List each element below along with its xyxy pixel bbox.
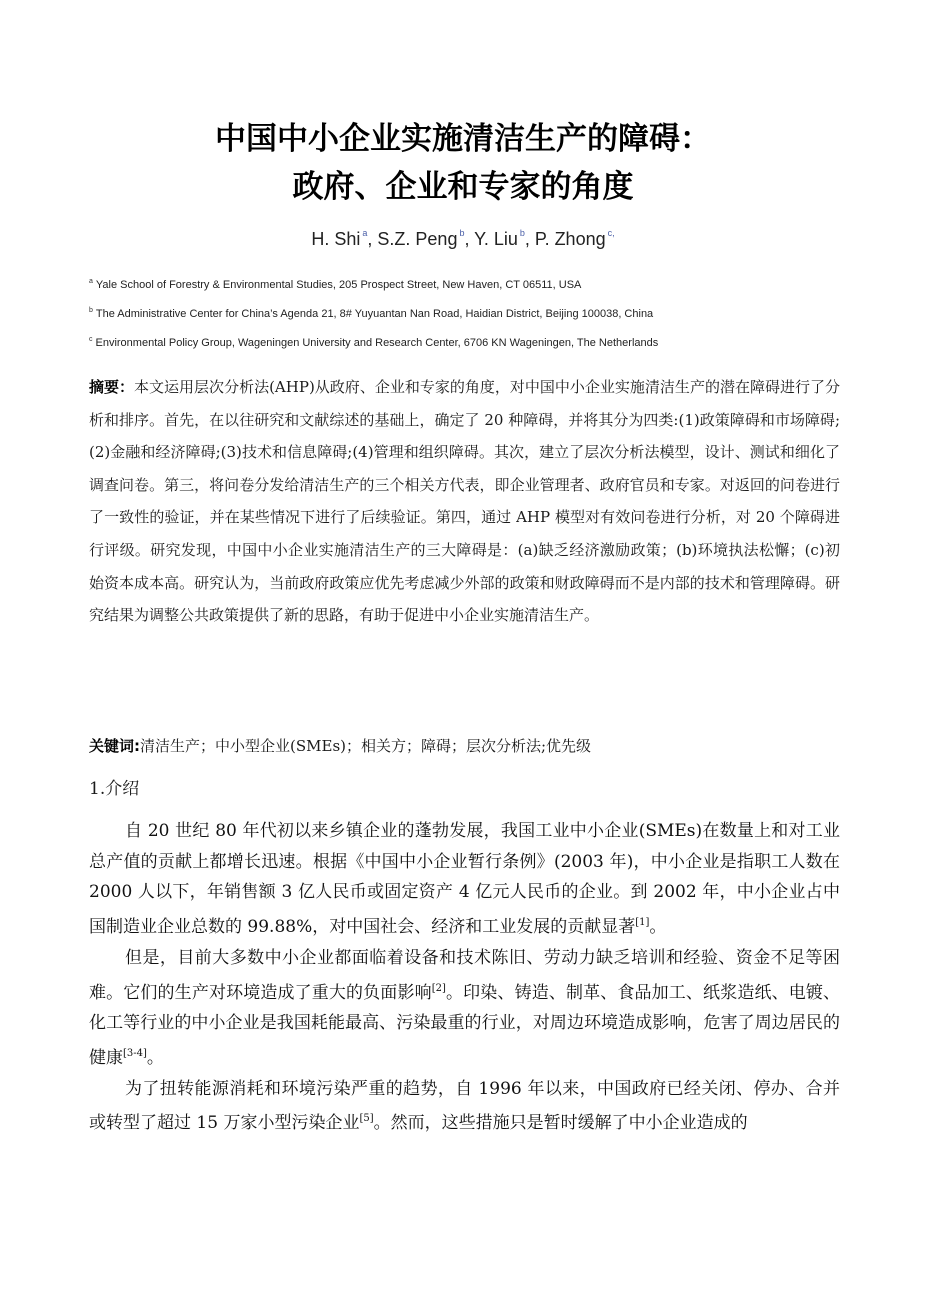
paragraph-1 [89,816,840,943]
affiliation-text: Yale School of Forestry & Environmental Studies, 205 Prospect Street, New Haven, CT 06511, USA [95,279,582,291]
author-name: , Y. Liu [464,229,518,249]
paragraph-text: 为了扭转能源消耗和环境污染严重的趋势，自 1996 年以来，中国政府已经关闭、停办、合并或转型了超过 15 万家小型污染企业 [89,1078,840,1134]
paper-title-line-1: 中国中小企业实施清洁生产的障碍： [215,121,711,157]
affiliation-mark: b [519,228,525,238]
keywords [89,734,840,758]
paragraph-text: 。 [146,1047,164,1068]
paragraph-3 [89,1074,840,1139]
affiliation-mark: c [89,336,93,343]
citation-ref: [2] [431,982,446,994]
affiliation-text: The Administrative Center for China’s Agenda 21, 8# Yuyuantan Nan Road, Haidian District, Beijing 100038, China [95,308,654,320]
affiliation-a [89,274,849,293]
paragraph-2 [89,943,840,1074]
abstract-label: 摘要： [89,378,135,396]
paragraph-text: 但是，目前大多数中小企业都面临着设备和技术陈旧、劳动力缺乏培训和经验、资金不足等困难。它们的生产对环境造成了重大的负面影响 [89,947,840,1003]
citation-ref: [3-4] [123,1047,147,1059]
author-name: H. Shi [311,229,361,249]
affiliation-mark: a [362,228,368,238]
keywords-text: 清洁生产；中小型企业(SMEs)；相关方；障碍；层次分析法;优先级 [140,737,592,755]
paragraph-text: 。印染、铸造、制革、食品加工、纸浆造纸、电镀、化工等行业的中小企业是我国耗能最高、污染最重的行业，对周边环境造成影响，危害了周边居民的健康 [89,982,841,1068]
affiliation-mark: c, [607,228,615,238]
citation-ref: [5] [359,1113,374,1125]
paragraph-text: 。然而，这些措施只是暂时缓解了中小企业造成的 [373,1113,748,1134]
affiliation-b [89,303,849,322]
affiliation-c [89,332,849,351]
paragraph-text: 自 20 世纪 80 年代初以来乡镇企业的蓬勃发展，我国工业中小企业(SMEs)在数量上和对工业总产值的贡献上都增长迅速。根据《中国中小企业暂行条例》(2003 年)，中小企业是指职工人数在 2000 人以下，年销售额 3 亿人民币或固定资产 4 亿元人民币的企业。到 2002 年，中小企业占中国制造业企业总数的 99.88%，对中国社会、经济和工业发展的贡献显著 [89,821,840,938]
paper-title-line-2: 政府、企业和专家的角度 [292,169,634,205]
keywords-label: 关键词: [89,737,140,755]
affiliation-text: Environmental Policy Group, Wageningen University and Research Center, 6706 KN Wageningen, The Netherlands [95,337,659,349]
abstract-text: 本文运用层次分析法(AHP)从政府、企业和专家的角度，对中国中小企业实施清洁生产的潜在障碍进行了分析和排序。首先，在以往研究和文献综述的基础上，确定了 20 种障碍，并将其分为四类:(1)政策障碍和市场障碍;(2)金融和经济障碍;(3)技术和信息障碍;(4)管理和组织障碍。其次，建立了层次分析法模型，设计、测试和细化了调查问卷。第三，将问卷分发给清洁生产的三个相关方代表，即企业管理者、政府官员和专家。对返回的问卷进行了一致性的验证，并在某些情况下进行了后续验证。第四，通过 AHP 模型对有效问卷进行分析，对 20 个障碍进行评级。研究发现，中国中小企业实施清洁生产的三大障碍是：(a)缺乏经济激励政策；(b)环境执法松懈；(c)初始资本成本高。研究认为，当前政府政策应优先考虑减少外部的政策和财政障碍而不是内部的技术和管理障碍。研究结果为调整公共政策提供了新的思路，有助于促进中小企业实施清洁生产。 [89,378,840,625]
citation-ref: [1] [635,917,650,929]
affiliation-mark: b [89,307,93,314]
paragraph-text: 。 [649,917,667,938]
author-name: , P. Zhong [524,229,606,249]
body-text [89,816,840,1139]
author-list [0,221,926,251]
section-heading: 1.介绍 [89,779,140,799]
abstract [89,371,840,632]
affiliation-mark: a [89,278,93,285]
affiliation-mark: b [459,228,465,238]
author-name: , S.Z. Peng [367,229,458,249]
